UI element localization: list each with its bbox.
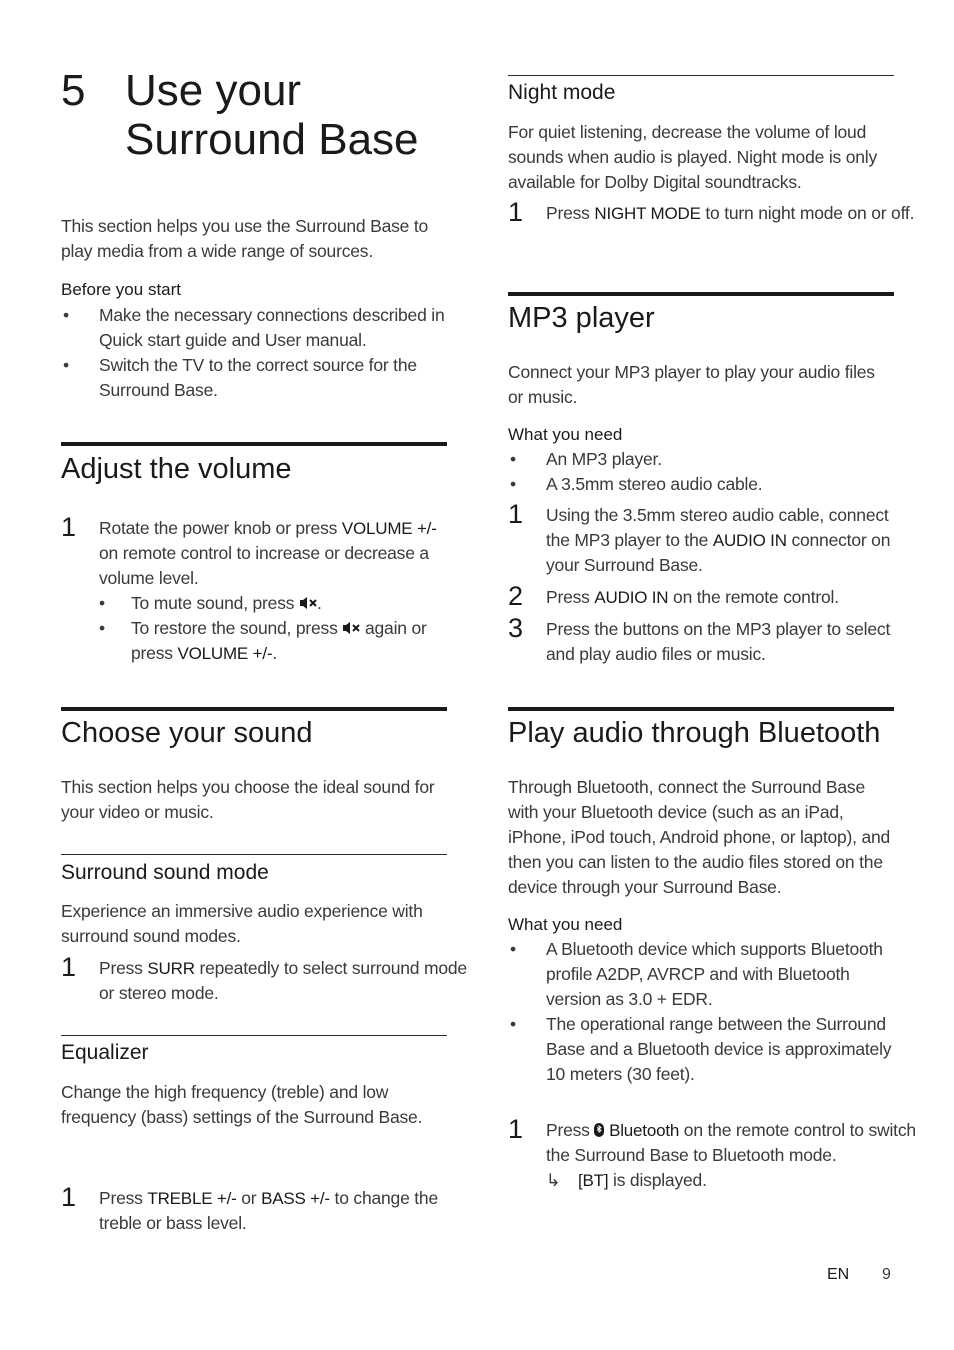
choose-sound-text: This section helps you choose the ideal sound for your video or music. [61,777,435,822]
section-rule [508,707,894,711]
step-1 [61,512,447,591]
night-mode-text: For quiet listening, decrease the volume of loud sounds when audio is played. Night mode is only available for Dolby Digital soundtracks. [508,122,878,192]
item-text: To mute sound, press [131,593,299,613]
result-text: is displayed. [608,1170,707,1190]
step-1 [508,1114,932,1168]
heading-surround-mode: Surround sound mode [61,861,269,884]
before-start-list [61,303,447,403]
step-1 [508,499,894,578]
treble-key: TREBLE +/- [147,1189,237,1208]
heading-mp3-player: MP3 player [508,302,655,334]
intro-text: This section helps you use the Surround Base to play media from a wide range of sources. [61,216,429,261]
list-item: • The operational range between the Surround Base and a Bluetooth device is approximately 10 meters (30 feet). [508,1012,894,1087]
bass-key: BASS +/- [261,1189,330,1208]
step-3 [508,613,894,667]
step-number: 1 [61,512,76,542]
volume-key: VOLUME +/- [341,519,437,538]
adjust-volume-steps [61,512,447,666]
step-result [508,1168,894,1193]
subsection-rule [61,1035,447,1036]
step-number: 1 [61,1182,76,1212]
step-text: Press [546,587,595,607]
mp3-text: Connect your MP3 player to play your audio files or music. [508,362,875,407]
bluetooth-need-label: What you need [508,915,623,934]
step-1 [61,952,485,1006]
step-text: on remote control to increase or decrease a volume level. [99,543,429,588]
subsection-rule [61,854,447,855]
bluetooth-key: Bluetooth [609,1121,680,1140]
mp3-need-list [508,447,894,497]
step-text: on the remote control. [668,587,839,607]
volume-key: VOLUME +/- [177,644,273,663]
item-text: . [316,593,322,613]
step-text: Using the 3.5mm stereo audio cable, connect the MP3 player to the [546,505,889,550]
chapter-title-line2: Surround Base [125,115,419,164]
heading-night-mode: Night mode [508,81,616,104]
step-number: 1 [61,952,76,982]
result-arrow-icon: ↳ [546,1170,561,1190]
list-item: • Switch the TV to the correct source for the Surround Base. [61,353,447,403]
subsection-rule [508,75,894,76]
bluetooth-need-list [508,937,894,1087]
section-rule [61,707,447,711]
footer-language: EN [827,1266,850,1283]
surr-key: SURR [147,959,195,978]
step-number: 3 [508,613,523,643]
list-item [61,591,447,616]
step-text: to turn night mode on or off. [700,203,915,223]
step-text: Press [546,203,595,223]
step-text: Rotate the power knob or press [99,518,342,538]
equalizer-text: Change the high frequency (treble) and low frequency (bass) settings of the Surround Base. [61,1082,423,1127]
section-rule [508,292,894,296]
item-text: To restore the sound, press [131,618,343,638]
list-item: • A Bluetooth device which supports Bluetooth profile A2DP, AVRCP and with Bluetooth version as 3.0 + EDR. [508,937,894,1012]
list-item [61,616,447,666]
surround-mode-text: Experience an immersive audio experience with surround sound modes. [61,901,423,946]
mute-icon [342,621,360,635]
audio-in-key: AUDIO IN [712,531,787,550]
night-mode-key: NIGHT MODE [594,204,701,223]
step-text: Press [99,958,148,978]
step-text: Press [99,1188,148,1208]
bluetooth-icon [594,1123,604,1137]
step-text: repeatedly to select surround mode or stereo mode. [99,958,467,1003]
mute-icon [299,596,317,610]
step-text: Press the buttons on the MP3 player to select and play audio files or music. [546,619,891,664]
before-start-label: Before you start [61,280,182,299]
step-text: connector on your Surround Base. [546,530,891,575]
list-item: • Make the necessary connections described in Quick start guide and User manual. [61,303,447,353]
step-number: 1 [508,1114,523,1144]
step-2 [508,581,894,611]
section-rule [61,442,447,446]
audio-in-key: AUDIO IN [594,588,669,607]
heading-bluetooth: Play audio through Bluetooth [508,717,881,749]
list-item: • An MP3 player. [508,447,894,472]
step-number: 1 [508,499,523,529]
step-text: to change the treble or bass level. [99,1188,438,1233]
mp3-steps [508,499,894,667]
step-text: or [236,1188,262,1208]
left-column [61,0,467,1233]
chapter-number: 5 [61,66,86,115]
heading-choose-sound: Choose your sound [61,717,313,749]
right-column [508,0,916,1190]
step-1 [61,1182,485,1236]
step-1 [508,197,932,227]
mp3-need-label: What you need [508,425,623,444]
footer-page-number: 9 [882,1266,891,1283]
item-text: . [272,643,277,663]
chapter-title-line1: Use your [125,66,302,115]
step-text: on the remote control to switch the Surround Base to Bluetooth mode. [546,1120,916,1165]
step-number: 1 [508,197,523,227]
item-text: again or press [131,618,427,663]
heading-equalizer: Equalizer [61,1041,149,1064]
bluetooth-text: Through Bluetooth, connect the Surround Base with your Bluetooth device (such as an iPad, iPhone, iPod touch, Android phone, or laptop), and then you can listen to the audio files stored on the device through your Surround Base. [508,777,891,897]
step-text: Press [546,1120,595,1140]
step-number: 2 [508,581,523,611]
list-item: • A 3.5mm stereo audio cable. [508,472,894,497]
bt-display: [BT] [578,1171,609,1190]
heading-adjust-volume: Adjust the volume [61,453,292,485]
